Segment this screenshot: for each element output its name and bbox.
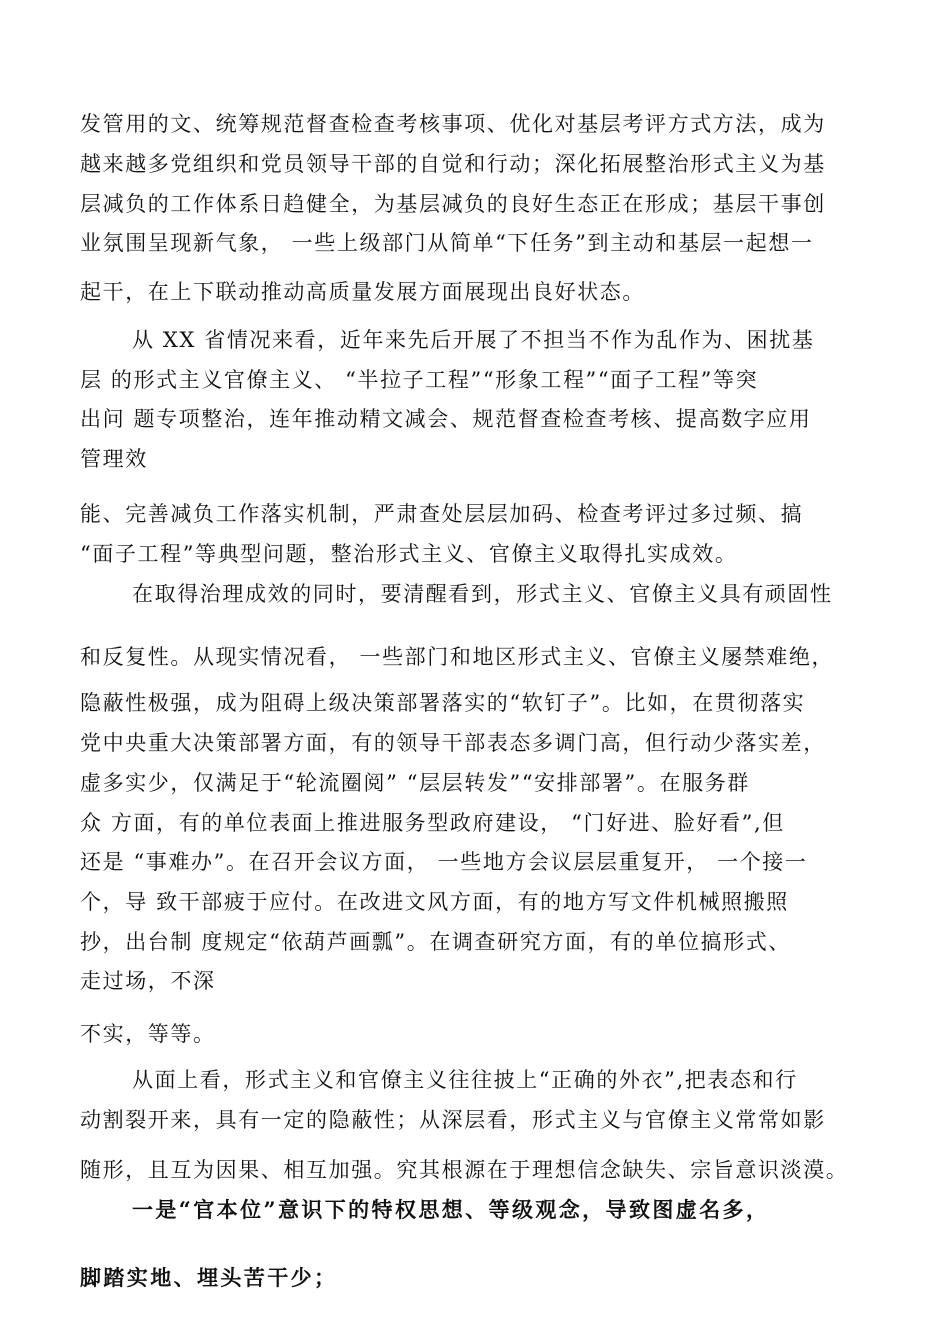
text-line: 起干，在上下联动推动高质量发展方面展现出良好状态。 [80,280,645,304]
text-line: 能、完善减负工作落实机制，严肃查处层层加码、检查考评过多过频、搞 [80,502,804,526]
text-line: 隐蔽性极强，成为阻碍上级决策部署落实的“软钉子”。比如，在贯彻落实 [80,691,806,715]
text-line: 层 的形式主义官僚主义、 “半拉子工程”“形象工程”“面子工程”等突 [80,368,759,392]
text-line: 走过场，不深 [80,969,216,993]
text-line: 从面上看，形式主义和官僚主义往往披上“正确的外衣”,把表态和行 [132,1068,798,1092]
text-line: 管理效 [80,447,148,471]
text-line: 不实，等等。 [80,1022,216,1046]
text-line: “面子工程”等典型问题，整治形式主义、官僚主义取得扎实成效。 [80,542,738,566]
text-line: 党中央重大决策部署方面，有的领导干部表态多调门高，但行动少落实差， [80,731,826,755]
text-line: 发管用的文、统筹规范督查检查考核事项、优化对基层考评方式方法，成为 [80,112,826,136]
text-line: 抄，出台制 度规定“依葫芦画瓢”。在调查研究方面，有的单位搞形式、 [80,930,791,954]
text-line: 越来越多党组织和党员领导干部的自觉和行动；深化拓展整治形式主义为基 [80,152,826,176]
text-line: 出问 题专项整治，连年推动精文减会、规范督查检查考核、提高数字应用 [80,407,812,431]
text-line: 随形，且互为因果、相互加强。究其根源在于理想信念缺失、宗旨意识淡漠。 [80,1158,849,1182]
text-line: 动割裂开来，具有一定的隐蔽性；从深层看，形式主义与官僚主义常常如影 [80,1108,826,1132]
text-line: 从 XX 省情况来看，近年来先后开展了不担当不作为乱作为、困扰基 [132,328,815,352]
bold-text-line: 一是“官本位”意识下的特权思想、等级观念，导致图虚名多， [132,1197,770,1222]
text-line: 众 方面，有的单位表面上推进服务型政府建设， “门好进、脸好看”,但 [80,811,785,835]
text-line: 和反复性。从现实情况看， 一些部门和地区形式主义、官僚主义屡禁难绝， [80,645,835,669]
text-line: 在取得治理成效的同时，要清醒看到，形式主义、官僚主义具有顽固性 [132,582,833,606]
bold-text-line: 脚踏实地、埋头苦干少； [80,1265,338,1290]
text-line: 还是 “事难办”。在召开会议方面， 一些地方会议层层重复开， 一个接一 [80,850,808,874]
text-line: 个，导 致干部疲于应付。在改进文风方面，有的地方写文件机械照搬照 [80,890,789,914]
text-line: 虚多实少，仅满足于“轮流圈阅” “层层转发”“安排部署”。在服务群 [80,771,750,795]
text-line: 层减负的工作体系日趋健全，为基层减负的良好生态正在形成；基层干事创 [80,192,826,216]
text-line: 业氛围呈现新气象， 一些上级部门从简单“下任务”到主动和基层一起想一 [80,231,814,255]
